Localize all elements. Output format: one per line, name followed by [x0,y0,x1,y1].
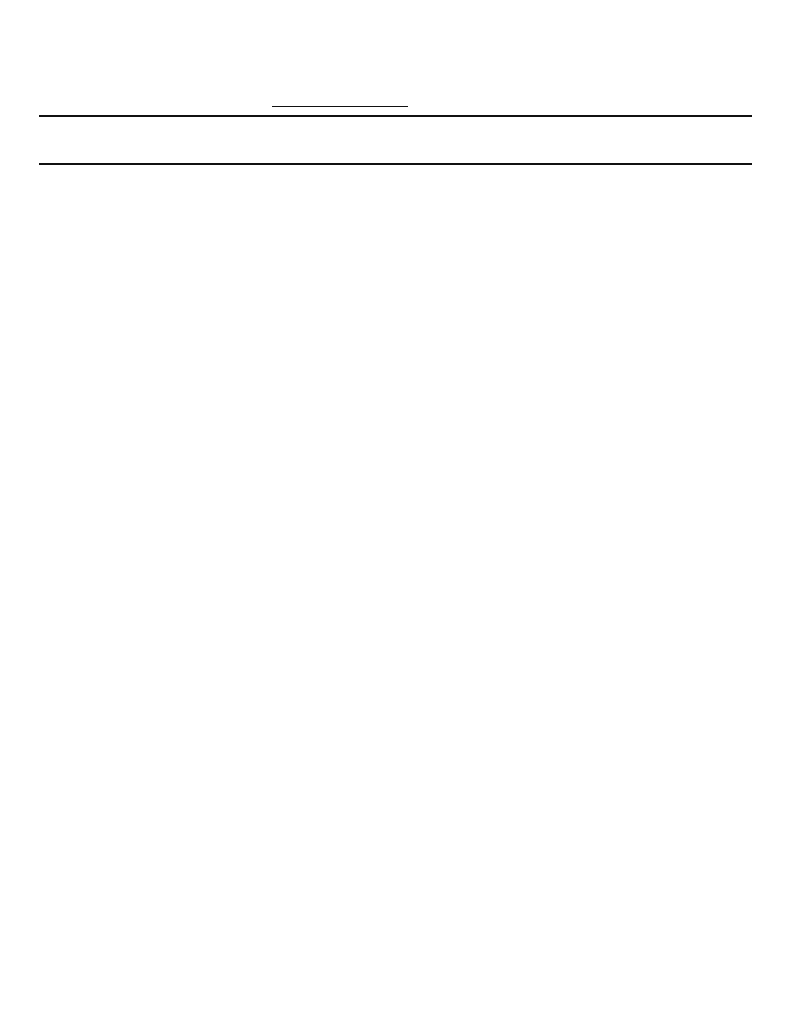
table-top-border [39,115,752,117]
header-bottom-border [39,163,752,165]
